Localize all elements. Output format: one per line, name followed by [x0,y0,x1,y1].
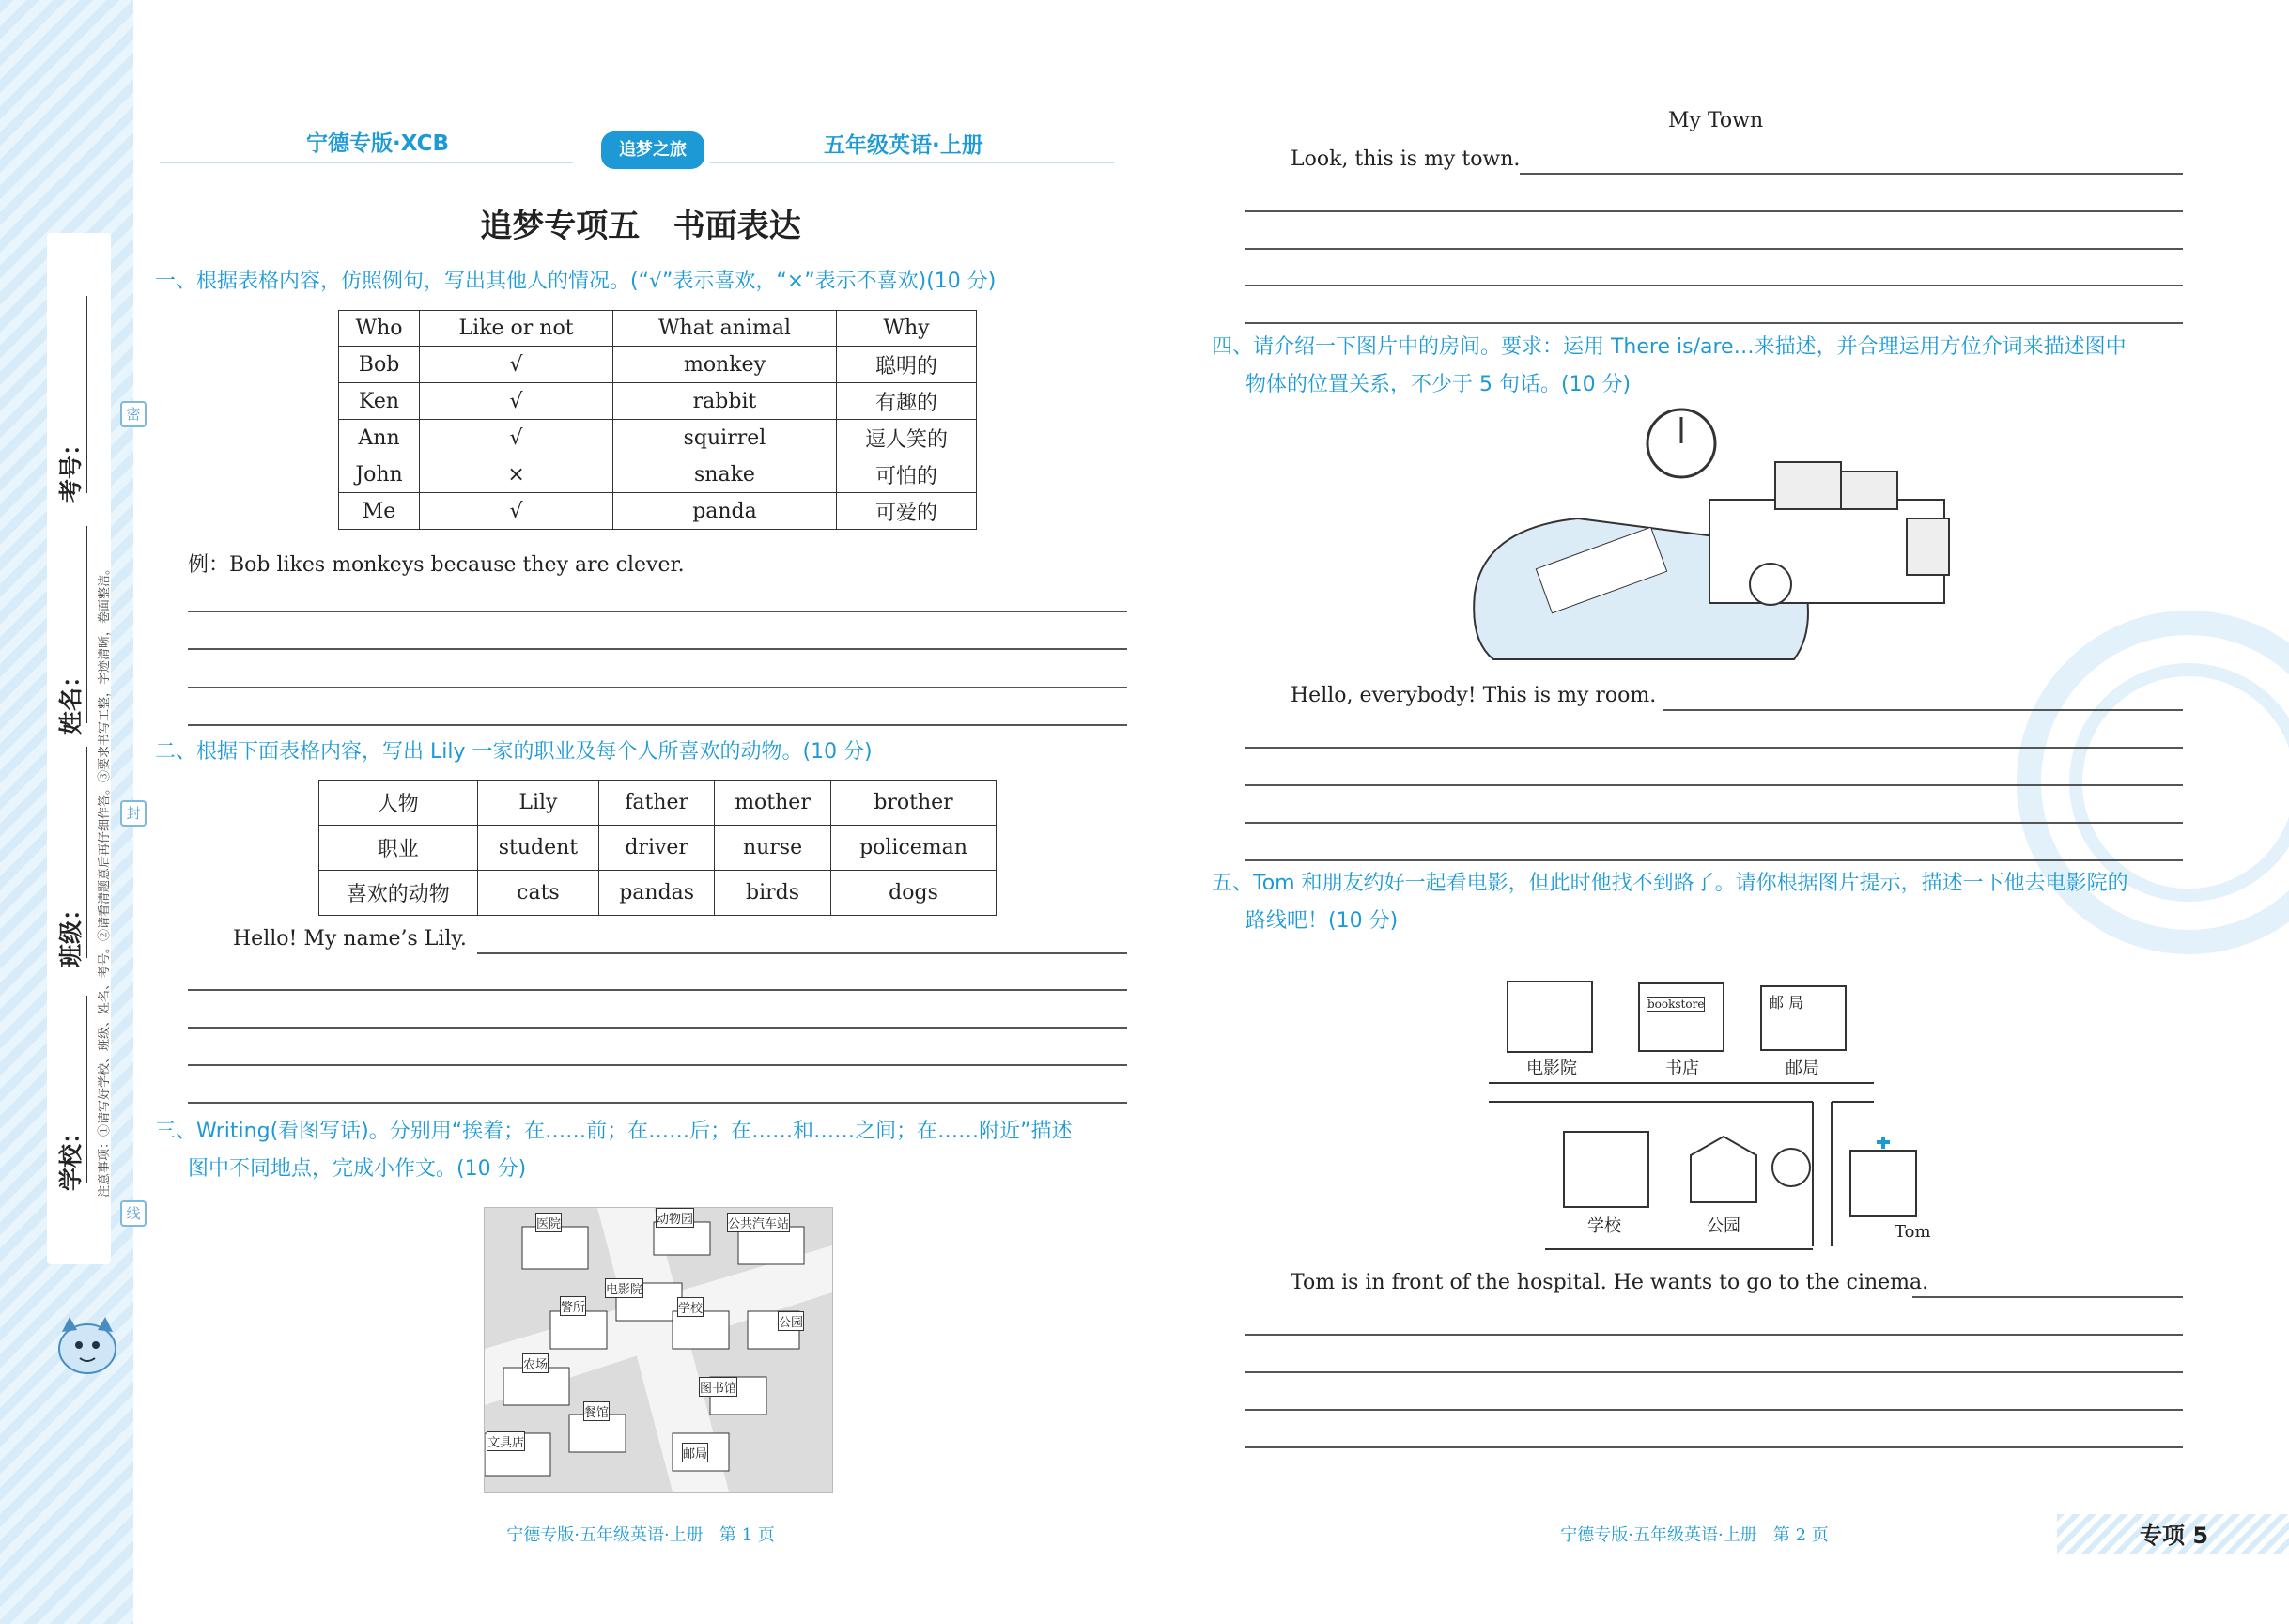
q3-heading-line2: 图中不同地点，完成小作文。(10 分) [188,1157,527,1181]
notice-text: 注意事项：①请写好学校、班级、姓名、考号。②请看清题意后再仔细作答。③要求书写工整，字迹清晰，卷面整洁。 [98,562,112,1198]
table-cell: Ann [339,420,420,456]
seal-feng-tag: 封 [120,800,147,827]
map-label-library: 图书馆 [699,1377,737,1397]
series-logo: 追梦之旅 [601,131,704,169]
q1-table [338,310,977,530]
table-cell: mother [715,781,831,826]
school-label: 学校： [57,1120,85,1191]
watermark-seal-icon [2005,609,2289,956]
writing-line[interactable] [188,1102,1127,1104]
table-cell: 可怕的 [836,456,976,493]
writing-line[interactable] [1245,1446,2183,1448]
edition-label: 宁德专版·XCB [306,131,450,156]
table-cell: snake [613,456,837,493]
q2-table [318,780,997,916]
q5-starter: Tom is in front of the hospital. He wants to go to the cinema. [1291,1271,1929,1294]
route-map-image [1489,944,1940,1259]
q4-starter: Hello, everybody! This is my room. [1291,684,1657,707]
table-cell: 人物 [319,781,478,826]
q4-heading-line1: 四、请介绍一下图片中的房间。要求：运用 There is/are…来描述，并合理运用方位介词来描述图中 [1212,335,2127,359]
writing-line[interactable] [188,724,1127,726]
table-cell: 聪明的 [836,347,976,383]
writing-line[interactable] [1245,1371,2183,1373]
header-rule-left [160,162,573,163]
table-cell: Me [339,493,420,530]
bookstore-sign: bookstore [1647,998,1705,1011]
table-cell: 有趣的 [836,383,976,420]
writing-line[interactable] [188,989,1127,991]
writing-line[interactable] [477,952,1127,954]
table-cell: Lily [477,781,599,826]
class-line [86,747,87,958]
label-park: 公园 [1707,1216,1740,1236]
writing-line[interactable] [1245,1334,2183,1336]
exam-no-label: 考号： [57,431,85,503]
grade-label: 五年级英语·上册 [824,133,983,158]
table-cell: nurse [715,826,831,871]
table-row [339,383,977,420]
q2-heading: 二、根据下面表格内容，写出 Lily 一家的职业及每个人所喜欢的动物。(10 分) [155,740,873,764]
table-cell: cats [477,871,599,916]
seal-mi-tag: 密 [120,401,147,427]
table-row [339,493,977,530]
table-cell: monkey [613,347,837,383]
map-label-farm: 农场 [522,1353,549,1373]
table-cell: panda [613,493,837,530]
q3-heading-line1: 三、Writing(看图写话)。分别用“挨着；在……前；在……后；在……和……之间；在……附近”描述 [155,1120,1073,1143]
table-row [339,347,977,383]
map-label-zoo: 动物园 [656,1208,694,1228]
exam-no-line [86,296,87,493]
table-cell: father [599,781,715,826]
table-cell: brother [831,781,997,826]
table-cell: rabbit [613,383,837,420]
label-post-office: 邮局 [1786,1059,1819,1078]
town-map-image [484,1207,833,1493]
table-cell: 可爱的 [836,493,976,530]
writing-line[interactable] [1245,747,2183,749]
writing-line[interactable] [188,1064,1127,1066]
table-cell: √ [420,383,613,420]
class-label: 班级： [57,896,85,967]
table-cell: birds [715,871,831,916]
table-row [319,781,997,826]
writing-line[interactable] [1245,859,2183,861]
label-bookstore: 书店 [1665,1059,1699,1078]
corner-section-label: 专项 5 [2140,1523,2209,1549]
writing-line[interactable] [1245,1409,2183,1411]
header-rule-right [710,162,1114,163]
table-row [339,420,977,456]
map-label-stationery: 文具店 [487,1431,525,1451]
writing-line[interactable] [188,687,1127,688]
map-label-restaurant: 餐馆 [583,1401,610,1421]
name-label: 姓名： [57,663,85,735]
map-label-bus-station: 公共汽车站 [727,1213,790,1232]
table-row [319,826,997,871]
table-row [319,871,997,916]
table-cell: Bob [339,347,420,383]
table-cell: John [339,456,420,493]
writing-line[interactable] [188,1027,1127,1029]
table-cell: √ [420,420,613,456]
table-cell: 喜欢的动物 [319,871,478,916]
writing-line[interactable] [188,611,1127,612]
page1-footer: 宁德专版·五年级英语·上册 第 1 页 [506,1525,775,1545]
table-row [339,456,977,493]
q1-header-row [339,311,977,347]
q5-heading-line2: 路线吧！(10 分) [1245,909,1399,933]
school-line [86,996,87,1183]
table-cell: squirrel [613,420,837,456]
writing-line[interactable] [1245,248,2183,250]
writing-line[interactable] [1663,709,2183,711]
q2-starter: Hello! My name’s Lily. [233,927,467,951]
post-office-sign: 邮 局 [1769,994,1804,1012]
q1-col-header: What animal [613,311,837,347]
table-cell: dogs [831,871,997,916]
table-cell: student [477,826,599,871]
table-cell: pandas [599,871,715,916]
table-cell: Ken [339,383,420,420]
writing-line[interactable] [1912,1296,2183,1298]
table-cell: √ [420,493,613,530]
table-cell: 逗人笑的 [836,420,976,456]
table-cell: 职业 [319,826,478,871]
table-cell: √ [420,347,613,383]
writing-line[interactable] [1245,285,2183,286]
q5-heading-line1: 五、Tom 和朋友约好一起看电影，但此时他找不到路了。请你根据图片提示，描述一下他去电影院的 [1212,872,2128,895]
q1-heading: 一、根据表格内容，仿照例句，写出其他人的情况。(“√”表示喜欢，“×”表示不喜欢)(10 分) [155,270,997,293]
label-tom: Tom [1895,1222,1931,1242]
writing-line[interactable] [1245,210,2183,212]
page2-footer: 宁德专版·五年级英语·上册 第 2 页 [1560,1525,1829,1545]
q1-col-header: Like or not [420,311,613,347]
map-label-post-office: 邮局 [682,1443,708,1462]
map-label-school: 学校 [677,1297,704,1317]
q3-starter: Look, this is my town. [1291,147,1521,171]
q1-example: 例：Bob likes monkeys because they are clever. [188,553,685,577]
page-title: 追梦专项五 书面表达 [480,208,801,245]
table-cell: policeman [831,826,997,871]
table-cell: × [420,456,613,493]
map-label-hospital: 医院 [535,1213,562,1232]
q4-heading-line2: 物体的位置关系，不少于 5 句话。(10 分) [1245,373,1632,396]
name-line [86,526,87,723]
writing-line[interactable] [1520,173,2183,175]
map-label-police: 警所 [560,1296,586,1316]
q1-col-header: Who [339,311,420,347]
map-label-cinema: 电影院 [605,1278,643,1298]
writing-line[interactable] [1245,822,2183,824]
table-cell: driver [599,826,715,871]
label-cinema: 电影院 [1526,1059,1577,1078]
mascot-icon [45,1304,130,1379]
map-label-park: 公园 [778,1311,804,1331]
seal-xian-tag: 线 [120,1200,147,1227]
bedroom-image [1465,406,1963,673]
q3-title: My Town [1668,109,1764,132]
q1-col-header: Why [836,311,976,347]
writing-line[interactable] [1245,322,2183,324]
label-school: 学校 [1587,1216,1621,1236]
writing-line[interactable] [1245,784,2183,786]
writing-line[interactable] [188,648,1127,650]
